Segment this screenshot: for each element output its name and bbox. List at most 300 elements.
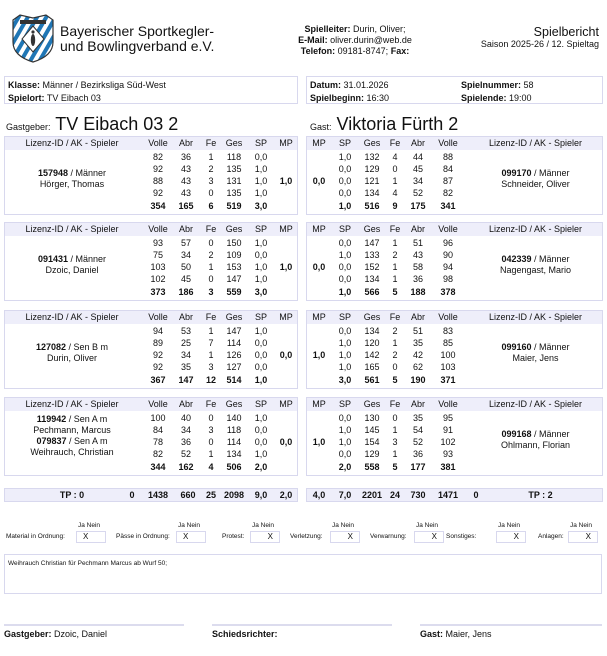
col-volle: Volle	[148, 312, 168, 322]
col-volle: Volle	[438, 399, 458, 409]
cell-ges: 126	[226, 350, 242, 360]
license-id: 119942	[36, 414, 67, 424]
col-abr: Abr	[178, 312, 193, 322]
cell-sp: 0,0	[338, 413, 352, 423]
cell-abr: 35	[412, 413, 423, 423]
age-class: / Männer	[531, 168, 570, 178]
cell-ges: 150	[226, 238, 242, 248]
signature-guest	[420, 624, 602, 638]
check-box[interactable]	[330, 531, 360, 543]
throw-row	[307, 262, 604, 273]
cell-fe: 0	[208, 274, 214, 284]
guest-label: Gast:	[310, 122, 332, 132]
col-volle: Volle	[438, 138, 458, 148]
check-mark: X	[183, 532, 189, 541]
home-total-abr: 660	[180, 490, 196, 500]
cell-volle: 82	[152, 152, 163, 162]
cell-sp: 1,0	[254, 449, 268, 459]
col-abr: Abr	[178, 138, 193, 148]
cell-volle: 88	[152, 176, 163, 186]
org-line-2: und Bowlingverband e.V.	[60, 38, 215, 54]
col-fe: Fe	[389, 138, 401, 148]
cell-fe: 1	[392, 176, 398, 186]
col-volle: Volle	[148, 224, 168, 234]
signature-home	[4, 624, 184, 638]
check-box[interactable]	[76, 531, 106, 543]
col-abr: Abr	[178, 399, 193, 409]
player-name: Dzoic, Daniel	[45, 265, 99, 275]
cell-ges: 145	[364, 425, 380, 435]
cell-abr: 43	[180, 164, 191, 174]
home-block-header	[5, 398, 297, 411]
home-mp: 0,0	[279, 350, 293, 360]
col-ges: Ges	[225, 224, 243, 234]
check-label: Protest:	[222, 533, 245, 540]
check-label: Verletzung:	[290, 533, 323, 540]
remarks-field[interactable]: Weihrauch Christian für Pechmann Marcus ab Wurf 50;	[4, 554, 602, 594]
col-fe: Fe	[205, 138, 217, 148]
cell-ges: 134	[226, 449, 242, 459]
total-fe: 12	[205, 375, 216, 385]
report-heading	[481, 25, 599, 50]
throw-row	[5, 152, 299, 163]
throw-row	[5, 425, 299, 436]
player-name: Durin, Oliver	[46, 353, 97, 363]
home-mp: 1,0	[279, 176, 293, 186]
klasse-label: Klasse:	[8, 80, 41, 90]
cell-ges: 134	[364, 326, 380, 336]
home-total-mp: 2,0	[279, 490, 293, 500]
cell-fe: 1	[208, 152, 214, 162]
throw-row	[307, 188, 604, 199]
cell-volle: 89	[152, 338, 163, 348]
cell-abr: 52	[412, 188, 423, 198]
check-mark: X	[513, 532, 519, 541]
cell-ges: 114	[226, 338, 242, 348]
spielort-value: TV Eibach 03	[46, 93, 101, 103]
cell-sp: 1,0	[338, 437, 352, 447]
total-fe: 6	[208, 201, 214, 211]
cell-sp: 0,0	[338, 326, 352, 336]
guest-mp: 1,0	[312, 437, 326, 447]
license-id: 091431	[37, 254, 68, 264]
total-ges: 559	[226, 287, 242, 297]
cell-sp: 0,0	[338, 188, 352, 198]
cell-fe: 1	[392, 238, 398, 248]
cell-fe: 1	[208, 262, 214, 272]
total-volle: 378	[440, 287, 456, 297]
cell-abr: 25	[180, 338, 191, 348]
age-class: / Männer	[531, 429, 570, 439]
total-volle: 354	[150, 201, 166, 211]
cell-abr: 54	[412, 425, 423, 435]
cell-ges: 114	[226, 437, 242, 447]
col-abr: Abr	[178, 224, 193, 234]
throw-row	[5, 350, 299, 361]
cell-sp: 0,0	[338, 176, 352, 186]
sig-home-value: Dzoic, Daniel	[54, 629, 108, 639]
cell-abr: 36	[180, 437, 191, 447]
home-player-block	[4, 397, 298, 476]
total-abr: 175	[410, 201, 426, 211]
cell-fe: 3	[208, 176, 214, 186]
cell-sp: 0,0	[338, 274, 352, 284]
cell-fe: 2	[392, 326, 398, 336]
throw-row	[307, 437, 604, 448]
cell-abr: 62	[412, 362, 423, 372]
home-total-volle: 1438	[147, 490, 169, 500]
col-player: Lizenz-ID / AK - Spieler	[488, 224, 583, 234]
col-fe: Fe	[205, 224, 217, 234]
col-sp: SP	[254, 399, 267, 409]
total-fe: 9	[392, 201, 398, 211]
license-id: 042339	[501, 254, 532, 264]
cell-abr: 40	[180, 413, 191, 423]
total-volle: 367	[150, 375, 166, 385]
guest-total-abr: 730	[410, 490, 426, 500]
total-row	[307, 462, 604, 473]
cell-fe: 4	[392, 152, 398, 162]
age-class: / Männer	[68, 168, 107, 178]
total-sp: 2,0	[338, 462, 352, 472]
throw-row	[307, 250, 604, 261]
total-fe: 3	[208, 287, 214, 297]
total-row	[5, 287, 299, 298]
player-name: Maier, Jens	[512, 353, 559, 363]
cell-fe: 1	[208, 326, 214, 336]
cell-volle: 103	[440, 362, 456, 372]
cell-ges: 153	[226, 262, 242, 272]
sig-guest-value: Maier, Jens	[445, 629, 492, 639]
cell-abr: 43	[180, 176, 191, 186]
cell-ges: 109	[226, 250, 242, 260]
cell-ges: 127	[226, 362, 242, 372]
col-ges: Ges	[225, 312, 243, 322]
total-row	[307, 287, 604, 298]
bskv-logo-icon	[10, 12, 56, 64]
col-sp: SP	[338, 312, 351, 322]
guest-total-mp: 4,0	[312, 490, 326, 500]
col-mp: MP	[279, 224, 293, 234]
col-ges: Ges	[363, 138, 381, 148]
col-ges: Ges	[225, 399, 243, 409]
throw-row	[307, 350, 604, 361]
cell-fe: 1	[392, 449, 398, 459]
total-sp: 3,0	[254, 287, 268, 297]
cell-abr: 43	[412, 250, 423, 260]
cell-volle: 91	[442, 425, 453, 435]
license-id: 079837	[36, 436, 67, 446]
sig-ref-label: Schiedsrichter:	[212, 629, 278, 639]
guest-total-volle: 1471	[437, 490, 459, 500]
cell-sp: 0,0	[338, 262, 352, 272]
home-block-header	[5, 223, 297, 236]
check-mark: X	[431, 532, 437, 541]
cell-abr: 36	[412, 449, 423, 459]
license-id: 099170	[501, 168, 532, 178]
throw-row	[307, 425, 604, 436]
throw-row	[5, 437, 299, 448]
age-class: / Sen B m	[66, 342, 109, 352]
fax-label: Fax:	[390, 46, 410, 56]
total-sp: 1,0	[338, 201, 352, 211]
col-player: Lizenz-ID / AK - Spieler	[488, 399, 583, 409]
col-sp: SP	[338, 224, 351, 234]
guest-player-block	[306, 397, 603, 476]
cell-abr: 35	[180, 362, 191, 372]
cell-sp: 1,0	[254, 274, 268, 284]
cell-ges: 118	[226, 152, 242, 162]
license-id: 157948	[37, 168, 68, 178]
col-mp: MP	[312, 312, 326, 322]
cell-volle: 94	[152, 326, 163, 336]
col-ges: Ges	[363, 312, 381, 322]
throw-row	[307, 164, 604, 175]
throw-row	[5, 274, 299, 285]
home-total-fe: 25	[205, 490, 216, 500]
cell-fe: 0	[208, 188, 214, 198]
total-abr: 165	[178, 201, 194, 211]
throw-row	[5, 413, 299, 424]
player-name: Ohlmann, Florian	[500, 440, 571, 450]
guest-block-header	[307, 137, 602, 150]
col-mp: MP	[279, 138, 293, 148]
col-player: Lizenz-ID / AK - Spieler	[25, 138, 119, 148]
total-ges: 519	[226, 201, 242, 211]
contact-info	[280, 24, 430, 57]
cell-sp: 0,0	[254, 350, 268, 360]
cell-sp: 1,0	[338, 350, 352, 360]
cell-ges: 129	[364, 449, 380, 459]
total-volle: 344	[150, 462, 166, 472]
cell-ges: 130	[364, 413, 380, 423]
col-mp: MP	[312, 138, 326, 148]
guest-player-block	[306, 310, 603, 389]
cell-ges: 154	[364, 437, 380, 447]
ja-nein-header: Ja Nein	[252, 522, 275, 529]
guest-block-header	[307, 223, 602, 236]
home-total-x: 0	[129, 490, 135, 500]
col-player: Lizenz-ID / AK - Spieler	[25, 399, 119, 409]
player-name: Pechmann, Marcus	[33, 425, 111, 435]
cell-abr: 34	[180, 350, 191, 360]
cell-sp: 0,0	[338, 449, 352, 459]
col-sp: SP	[338, 138, 351, 148]
check-label: Pässe in Ordnung:	[116, 533, 170, 540]
throw-row	[5, 188, 299, 199]
cell-volle: 102	[440, 437, 456, 447]
sig-guest-label: Gast:	[420, 629, 444, 639]
col-abr: Abr	[410, 138, 425, 148]
cell-sp: 1,0	[338, 152, 352, 162]
cell-fe: 0	[208, 238, 214, 248]
ja-nein-header: Ja Nein	[570, 522, 593, 529]
total-volle: 341	[440, 201, 456, 211]
total-sp: 2,0	[254, 462, 268, 472]
organization-name	[60, 24, 214, 54]
check-mark: X	[267, 532, 273, 541]
cell-fe: 3	[392, 437, 398, 447]
license-id: 127082	[35, 342, 66, 352]
ja-nein-header: Ja Nein	[416, 522, 439, 529]
cell-abr: 51	[412, 238, 423, 248]
cell-sp: 1,0	[338, 425, 352, 435]
home-total-ges: 2098	[223, 490, 245, 500]
cell-volle: 93	[152, 238, 163, 248]
cell-ges: 129	[364, 164, 380, 174]
throw-row	[5, 176, 299, 187]
phone-label: Telefon:	[300, 46, 336, 56]
check-box[interactable]	[176, 531, 206, 543]
cell-sp: 0,0	[254, 338, 268, 348]
check-box[interactable]	[496, 531, 526, 543]
cell-ges: 147	[226, 326, 242, 336]
col-ges: Ges	[225, 138, 243, 148]
ja-nein-header: Ja Nein	[498, 522, 521, 529]
report-title: Spielbericht	[533, 25, 599, 39]
throw-row	[307, 362, 604, 373]
cell-volle: 84	[442, 164, 453, 174]
home-tp: TP : 0	[59, 490, 85, 500]
spielbeginn-label: Spielbeginn:	[310, 93, 364, 103]
email-value[interactable]: oliver.durin@web.de	[330, 35, 412, 45]
match-time-box	[306, 76, 603, 104]
age-class: / Sen A m	[66, 414, 108, 424]
col-ges: Ges	[363, 224, 381, 234]
cell-sp: 0,0	[338, 238, 352, 248]
guest-player-block	[306, 222, 603, 301]
cell-fe: 1	[392, 425, 398, 435]
spielende-value: 19:00	[509, 93, 532, 103]
home-player-block	[4, 310, 298, 389]
home-team-header	[6, 114, 178, 137]
col-mp: MP	[279, 312, 293, 322]
klasse-value: Männer / Bezirksliga Süd-West	[42, 80, 166, 90]
col-fe: Fe	[205, 312, 217, 322]
age-class: / Männer	[531, 254, 570, 264]
player-name: Hörger, Thomas	[39, 179, 105, 189]
match-class-box	[4, 76, 298, 104]
throw-row	[307, 338, 604, 349]
home-mp: 1,0	[279, 262, 293, 272]
total-fe: 5	[392, 375, 398, 385]
check-box[interactable]	[414, 531, 444, 543]
cell-volle: 82	[442, 188, 453, 198]
cell-volle: 85	[442, 338, 453, 348]
col-abr: Abr	[410, 399, 425, 409]
guest-mp: 0,0	[312, 262, 326, 272]
cell-sp: 1,0	[254, 176, 268, 186]
cell-abr: 57	[180, 238, 191, 248]
total-ges: 516	[364, 201, 380, 211]
cell-ges: 134	[364, 274, 380, 284]
col-volle: Volle	[438, 224, 458, 234]
guest-team-name: Viktoria Fürth 2	[336, 114, 459, 134]
home-total-sp: 9,0	[254, 490, 268, 500]
guest-totals	[306, 488, 603, 502]
cell-volle: 90	[442, 250, 453, 260]
report-season: Saison 2025-26 / 12. Spieltag	[480, 39, 599, 49]
guest-mp: 0,0	[312, 176, 326, 186]
cell-abr: 34	[180, 425, 191, 435]
ja-nein-header: Ja Nein	[332, 522, 355, 529]
cell-abr: 36	[412, 274, 423, 284]
col-player: Lizenz-ID / AK - Spieler	[488, 138, 583, 148]
cell-abr: 42	[412, 350, 423, 360]
col-player: Lizenz-ID / AK - Spieler	[25, 312, 119, 322]
license-id: 099168	[501, 429, 532, 439]
throw-row	[5, 164, 299, 175]
cell-sp: 0,0	[254, 362, 268, 372]
cell-fe: 3	[208, 425, 214, 435]
datum-value: 31.01.2026	[343, 80, 389, 90]
leader-label: Spielleiter:	[304, 24, 351, 34]
cell-volle: 78	[152, 437, 163, 447]
cell-sp: 1,0	[254, 238, 268, 248]
check-box[interactable]	[250, 531, 280, 543]
cell-abr: 45	[412, 164, 423, 174]
total-abr: 188	[410, 287, 426, 297]
cell-ges: 152	[364, 262, 380, 272]
cell-ges: 140	[226, 413, 242, 423]
cell-abr: 34	[412, 176, 423, 186]
phone-value: 09181-8747;	[337, 46, 389, 56]
check-box[interactable]	[568, 531, 598, 543]
age-class: / Männer	[531, 342, 570, 352]
cell-sp: 0,0	[338, 164, 352, 174]
cell-fe: 0	[392, 164, 398, 174]
datum-label: Datum:	[310, 80, 341, 90]
cell-fe: 1	[392, 338, 398, 348]
cell-ges: 121	[364, 176, 380, 186]
guest-mp: 1,0	[312, 350, 326, 360]
total-volle: 373	[150, 287, 166, 297]
total-ges: 566	[364, 287, 380, 297]
cell-volle: 100	[440, 350, 456, 360]
col-player: Lizenz-ID / AK - Spieler	[25, 224, 119, 234]
ja-nein-header: Ja Nein	[178, 522, 201, 529]
col-sp: SP	[254, 312, 267, 322]
cell-volle: 96	[442, 238, 453, 248]
cell-volle: 95	[442, 413, 453, 423]
total-abr: 177	[410, 462, 426, 472]
cell-fe: 1	[208, 350, 214, 360]
throw-row	[307, 176, 604, 187]
home-totals	[4, 488, 298, 502]
throw-row	[5, 250, 299, 261]
col-mp: MP	[312, 399, 326, 409]
cell-volle: 100	[150, 413, 166, 423]
cell-abr: 34	[180, 250, 191, 260]
cell-abr: 44	[412, 152, 423, 162]
guest-block-header	[307, 311, 602, 324]
cell-volle: 92	[152, 350, 163, 360]
check-label: Verwarnung:	[370, 533, 407, 540]
cell-abr: 50	[180, 262, 191, 272]
cell-fe: 1	[392, 274, 398, 284]
player-name: Weihrauch, Christian	[30, 447, 114, 457]
check-label: Sonstiges:	[446, 533, 477, 540]
guest-total-ges: 2201	[361, 490, 383, 500]
throw-row	[307, 152, 604, 163]
home-player-block	[4, 222, 298, 301]
col-sp: SP	[254, 224, 267, 234]
col-abr: Abr	[410, 312, 425, 322]
col-fe: Fe	[389, 399, 401, 409]
total-row	[307, 375, 604, 386]
cell-fe: 1	[392, 262, 398, 272]
col-volle: Volle	[148, 138, 168, 148]
